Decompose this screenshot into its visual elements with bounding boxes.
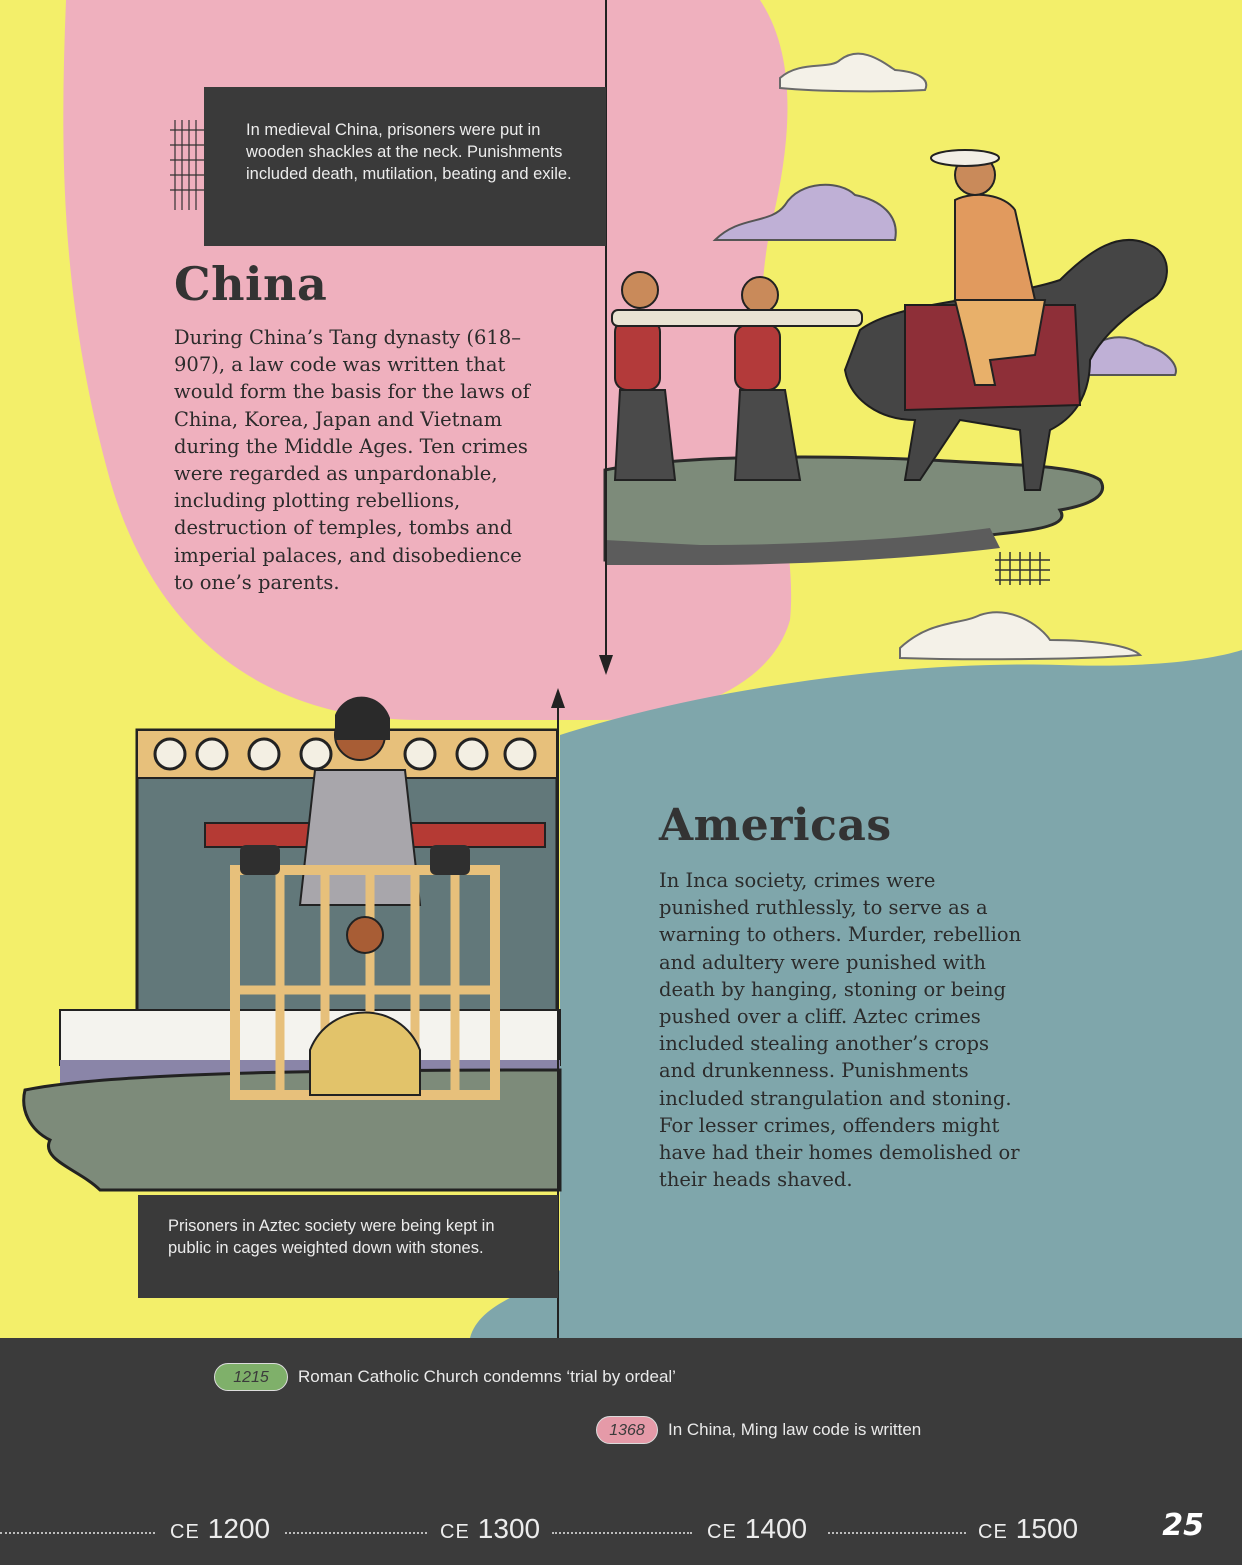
century-prefix: CE xyxy=(170,1521,200,1543)
china-caption: In medieval China, prisoners were put in wooden shackles at the neck. Punishments included death, mutilation, beating and exile. xyxy=(246,121,572,183)
century-prefix: CE xyxy=(440,1521,470,1543)
century-prefix: CE xyxy=(707,1521,737,1543)
china-heading: China xyxy=(174,257,328,311)
century-year: 1300 xyxy=(477,1513,541,1544)
timeline-event xyxy=(214,1363,676,1391)
hatch-decoration xyxy=(995,552,1050,585)
timeline-dots xyxy=(0,1532,155,1534)
americas-body: In Inca society, crimes were punished ruthlessly, to serve as a warning to others. Murder, rebellion and adultery were punished with death by hanging, stoning or being pushed over a cliff. Aztec crimes included stealing another’s crops and drunkenness. Punishments included strangulation and stoning. For lesser crimes, offenders might have had their homes demolished or their heads shaved. xyxy=(659,869,1022,1192)
timeline-event xyxy=(596,1416,921,1444)
century-label xyxy=(440,1513,540,1545)
event-text: Roman Catholic Church condemns ‘trial by ordeal’ xyxy=(298,1367,676,1386)
century-year: 1500 xyxy=(1015,1513,1079,1544)
century-year: 1200 xyxy=(207,1513,271,1544)
century-label xyxy=(707,1513,807,1545)
china-body: During China’s Tang dynasty (618–907), a law code was written that would form the basis for the laws of China, Korea, Japan and Vietnam during the Middle Ages. Ten crimes were regarded as unpardonable, including plotting rebellions, destruction of temples, tombs and imperial palaces, and disobedience to one’s parents. xyxy=(174,326,530,594)
century-year: 1400 xyxy=(744,1513,808,1544)
timeline-dots xyxy=(552,1532,692,1534)
china-caption-box xyxy=(204,87,606,246)
americas-heading: Americas xyxy=(659,800,892,851)
americas-caption: Prisoners in Aztec society were being kept in public in cages weighted down with stones. xyxy=(168,1217,495,1257)
century-prefix: CE xyxy=(978,1521,1008,1543)
page-number: 25 xyxy=(1162,1508,1204,1543)
century-label xyxy=(170,1513,270,1545)
americas-caption-box xyxy=(138,1195,558,1298)
year-badge: 1215 xyxy=(214,1363,288,1391)
timeline-dots xyxy=(285,1532,427,1534)
timeline-dots xyxy=(828,1532,966,1534)
event-text: In China, Ming law code is written xyxy=(668,1420,922,1439)
year-badge: 1368 xyxy=(596,1416,658,1444)
century-label xyxy=(978,1513,1078,1545)
americas-illustration xyxy=(24,697,560,1190)
